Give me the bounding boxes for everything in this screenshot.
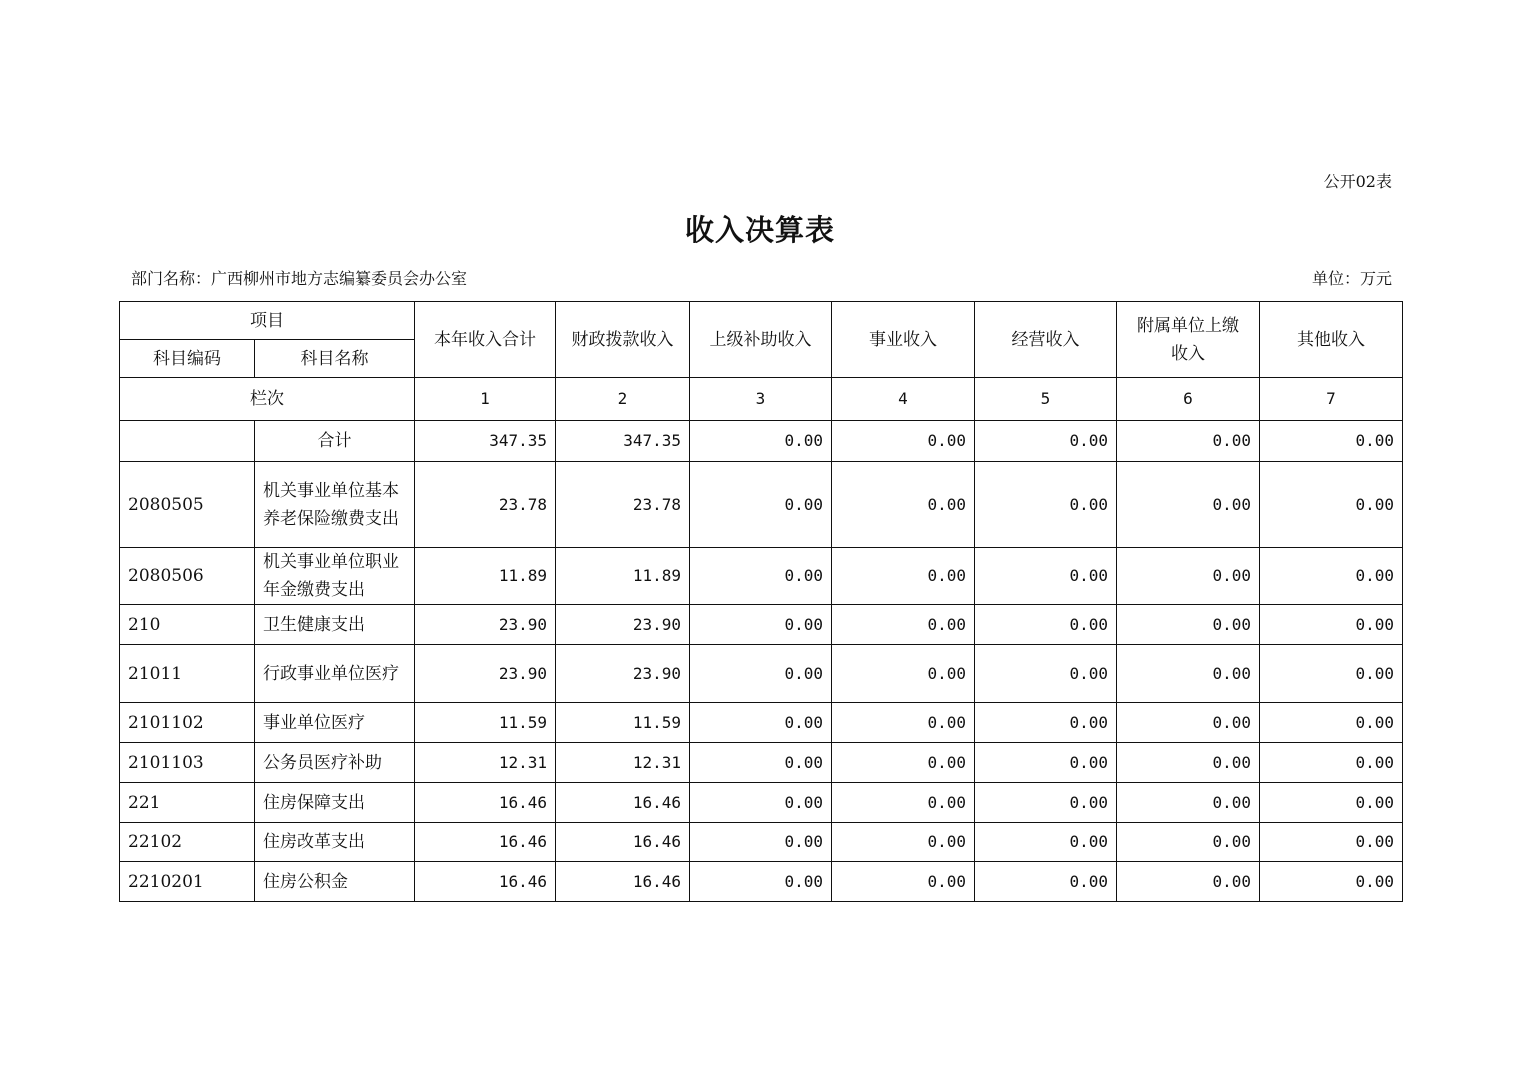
value-superior-subsidy: 0.00: [690, 548, 832, 605]
value-affiliated-income: 0.00: [1117, 703, 1260, 743]
value-affiliated-income: 0.00: [1117, 743, 1260, 783]
value-business-income: 0.00: [832, 862, 975, 902]
value-business-income: 0.00: [832, 703, 975, 743]
value-total-income: 16.46: [415, 823, 556, 862]
income-statement-table: [119, 301, 1403, 902]
value-other-income: 0.00: [1260, 703, 1403, 743]
value-other-income: 0.00: [1260, 645, 1403, 703]
value-operating-income: 0.00: [975, 823, 1117, 862]
column-index-number: 4: [832, 378, 975, 421]
value-total-income: 23.90: [415, 605, 556, 645]
value-other-income: 0.00: [1260, 743, 1403, 783]
value-total-income: 23.90: [415, 645, 556, 703]
value-operating-income: 0.00: [975, 548, 1117, 605]
value-affiliated-income: 0.00: [1117, 862, 1260, 902]
table-row: [120, 823, 1403, 862]
value-business-income: 0.00: [832, 605, 975, 645]
value-fiscal-income: 23.90: [556, 605, 690, 645]
table-row: [120, 645, 1403, 703]
value-fiscal-income: 23.90: [556, 645, 690, 703]
value-other-income: 0.00: [1260, 862, 1403, 902]
value-business-income: 0.00: [832, 783, 975, 823]
value-operating-income: 0.00: [975, 862, 1117, 902]
subject-code: 22102: [120, 823, 255, 862]
subject-code: 221: [120, 783, 255, 823]
subject-name: 事业单位医疗: [255, 703, 415, 743]
subject-name: 住房保障支出: [255, 783, 415, 823]
value-total-income: 23.78: [415, 462, 556, 548]
value-fiscal-income: 12.31: [556, 743, 690, 783]
subject-name: 住房改革支出: [255, 823, 415, 862]
subject-code: 2080506: [120, 548, 255, 605]
value-fiscal-income: 11.59: [556, 703, 690, 743]
header-subject-name: 科目名称: [255, 340, 415, 378]
table-row: [120, 548, 1403, 605]
value-total-income: 11.59: [415, 703, 556, 743]
table-row: [120, 783, 1403, 823]
table-row: [120, 462, 1403, 548]
header-total-income: 本年收入合计: [415, 302, 556, 378]
header-business-income: 事业收入: [832, 302, 975, 378]
value-operating-income: 0.00: [975, 645, 1117, 703]
column-index-number: 7: [1260, 378, 1403, 421]
value-superior-subsidy: 0.00: [690, 862, 832, 902]
value-other-income: 0.00: [1260, 605, 1403, 645]
subject-code: 2080505: [120, 462, 255, 548]
value-fiscal-income: 16.46: [556, 862, 690, 902]
header-superior-subsidy: 上级补助收入: [690, 302, 832, 378]
subject-code: 2101103: [120, 743, 255, 783]
header-fiscal-income: 财政拨款收入: [556, 302, 690, 378]
value-total-income: 347.35: [415, 421, 556, 462]
value-fiscal-income: 347.35: [556, 421, 690, 462]
subject-name: 行政事业单位医疗: [255, 645, 415, 703]
value-fiscal-income: 11.89: [556, 548, 690, 605]
header-subject-code: 科目编码: [120, 340, 255, 378]
header-affiliated-income: 附属单位上缴收入: [1117, 302, 1260, 378]
value-fiscal-income: 23.78: [556, 462, 690, 548]
subject-name: 合计: [255, 421, 415, 462]
value-affiliated-income: 0.00: [1117, 605, 1260, 645]
value-fiscal-income: 16.46: [556, 783, 690, 823]
table-row: [120, 703, 1403, 743]
value-superior-subsidy: 0.00: [690, 783, 832, 823]
column-index-number: 3: [690, 378, 832, 421]
value-total-income: 11.89: [415, 548, 556, 605]
value-superior-subsidy: 0.00: [690, 645, 832, 703]
column-index-label: 栏次: [120, 378, 415, 421]
value-superior-subsidy: 0.00: [690, 743, 832, 783]
value-superior-subsidy: 0.00: [690, 605, 832, 645]
subject-name: 住房公积金: [255, 862, 415, 902]
page-title: 收入决算表: [684, 213, 835, 247]
table-row: [120, 862, 1403, 902]
value-business-income: 0.00: [832, 462, 975, 548]
value-business-income: 0.00: [832, 645, 975, 703]
value-affiliated-income: 0.00: [1117, 645, 1260, 703]
table-row: [120, 743, 1403, 783]
value-superior-subsidy: 0.00: [690, 421, 832, 462]
value-other-income: 0.00: [1260, 783, 1403, 823]
header-other-income: 其他收入: [1260, 302, 1403, 378]
value-total-income: 12.31: [415, 743, 556, 783]
value-operating-income: 0.00: [975, 743, 1117, 783]
value-affiliated-income: 0.00: [1117, 462, 1260, 548]
value-operating-income: 0.00: [975, 462, 1117, 548]
subject-code: 2101102: [120, 703, 255, 743]
value-superior-subsidy: 0.00: [690, 462, 832, 548]
subject-name: 机关事业单位职业年金缴费支出: [255, 548, 415, 605]
value-business-income: 0.00: [832, 421, 975, 462]
value-total-income: 16.46: [415, 783, 556, 823]
subject-name: 卫生健康支出: [255, 605, 415, 645]
value-operating-income: 0.00: [975, 783, 1117, 823]
value-fiscal-income: 16.46: [556, 823, 690, 862]
value-operating-income: 0.00: [975, 605, 1117, 645]
department-name: 部门名称：广西柳州市地方志编纂委员会办公室: [131, 269, 468, 288]
value-superior-subsidy: 0.00: [690, 823, 832, 862]
subject-code: [120, 421, 255, 462]
unit-label: 单位：万元: [1311, 269, 1392, 288]
table-row: [120, 605, 1403, 645]
value-operating-income: 0.00: [975, 421, 1117, 462]
column-index-number: 2: [556, 378, 690, 421]
subject-code: 210: [120, 605, 255, 645]
column-index-number: 6: [1117, 378, 1260, 421]
column-index-number: 5: [975, 378, 1117, 421]
value-superior-subsidy: 0.00: [690, 703, 832, 743]
value-other-income: 0.00: [1260, 421, 1403, 462]
subject-name: 公务员医疗补助: [255, 743, 415, 783]
header-project: 项目: [120, 302, 415, 340]
form-number: 公开02表: [1323, 172, 1392, 191]
subject-code: 21011: [120, 645, 255, 703]
value-affiliated-income: 0.00: [1117, 421, 1260, 462]
value-other-income: 0.00: [1260, 823, 1403, 862]
column-index-row: [120, 378, 1403, 421]
table-row-total: [120, 421, 1403, 462]
subject-name: 机关事业单位基本养老保险缴费支出: [255, 462, 415, 548]
header-row: [120, 302, 1403, 340]
header-operating-income: 经营收入: [975, 302, 1117, 378]
value-business-income: 0.00: [832, 548, 975, 605]
value-business-income: 0.00: [832, 743, 975, 783]
subject-code: 2210201: [120, 862, 255, 902]
value-affiliated-income: 0.00: [1117, 783, 1260, 823]
value-total-income: 16.46: [415, 862, 556, 902]
value-other-income: 0.00: [1260, 548, 1403, 605]
value-other-income: 0.00: [1260, 462, 1403, 548]
value-business-income: 0.00: [832, 823, 975, 862]
value-affiliated-income: 0.00: [1117, 548, 1260, 605]
column-index-number: 1: [415, 378, 556, 421]
value-operating-income: 0.00: [975, 703, 1117, 743]
value-affiliated-income: 0.00: [1117, 823, 1260, 862]
